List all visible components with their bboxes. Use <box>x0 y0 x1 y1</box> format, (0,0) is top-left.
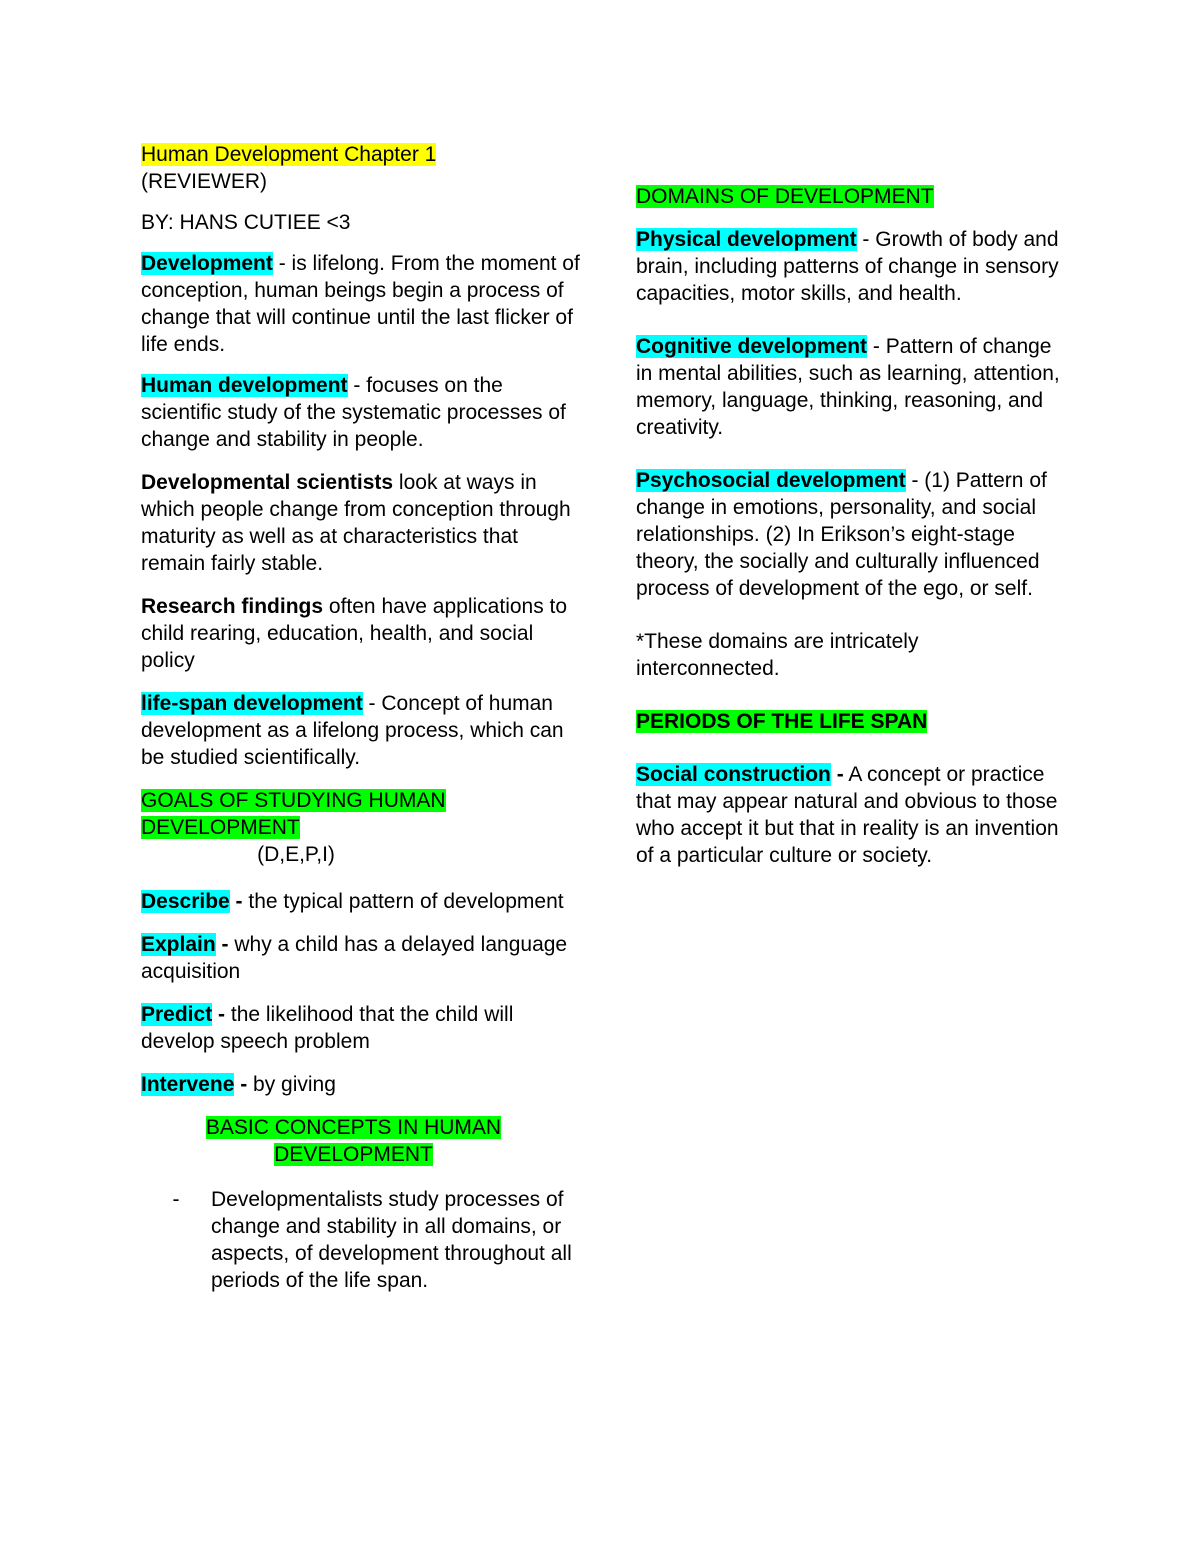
list-item <box>141 1186 581 1294</box>
list-item-text: Developmentalists study processes of change and stability in all domains, or aspects, of development throughout all periods of the life span. <box>211 1188 572 1292</box>
left-column <box>141 141 581 1294</box>
term-physical-development: Physical development <box>636 228 857 251</box>
basic-concepts-heading-line2: DEVELOPMENT <box>274 1143 433 1166</box>
definition-research-findings: Research findings often have applications to child rearing, education, health, and social policy <box>141 595 568 672</box>
document-subtitle: (REVIEWER) <box>141 170 267 193</box>
domains-note: *These domains are intricately interconnected. <box>636 630 919 680</box>
term-social-construction: Social construction <box>636 763 831 786</box>
term-psychosocial-development: Psychosocial development <box>636 469 906 492</box>
document-byline: BY: HANS CUTIEE <3 <box>141 211 351 234</box>
definition-human-development: Human development - focuses on the scientific study of the systematic processes of change and stability in people. <box>141 374 566 451</box>
definition-social-construction: Social construction - A concept or practice that may appear natural and obvious to those who accept it but that in reality is an invention of a particular culture or society. <box>636 763 1059 867</box>
goal-describe: Describe - the typical pattern of development <box>141 890 564 913</box>
term-human-development: Human development <box>141 374 348 397</box>
definition-cognitive-development: Cognitive development - Pattern of change in mental abilities, such as learning, attention, memory, language, thinking, reasoning, and creativity. <box>636 335 1060 439</box>
document-title: Human Development Chapter 1 <box>141 143 437 166</box>
definition-psychosocial-development: Psychosocial development - (1) Pattern of change in emotions, personality, and social relationships. (2) In Erikson’s eight-stage theory, the socially and culturally influenced process of development of the ego, or self. <box>636 469 1047 600</box>
domains-heading: DOMAINS OF DEVELOPMENT <box>636 185 934 208</box>
definition-lifespan-development: life-span development - Concept of human development as a lifelong process, which can be studied scientifically. <box>141 692 564 769</box>
periods-heading: PERIODS OF THE LIFE SPAN <box>636 710 928 733</box>
list-bullet: - <box>172 1188 180 1211</box>
term-lifespan-development: life-span development <box>141 692 363 715</box>
definition-development: Development - is lifelong. From the moment of conception, human beings begin a process of change that will continue until the last flicker of life ends. <box>141 252 580 356</box>
basic-concepts-heading-line1: BASIC CONCEPTS IN HUMAN <box>205 1116 502 1139</box>
definition-developmental-scientists: Developmental scientists look at ways in which people change from conception through maturity as well as at characteristics that remain fairly stable. <box>141 471 571 575</box>
definition-physical-development: Physical development - Growth of body and brain, including patterns of change in sensory capacities, motor skills, and health. <box>636 228 1059 305</box>
goal-predict: Predict - the likelihood that the child will develop speech problem <box>141 1003 514 1053</box>
goal-intervene: Intervene - by giving <box>141 1073 336 1096</box>
right-column <box>636 183 1066 869</box>
term-cognitive-development: Cognitive development <box>636 335 868 358</box>
term-development: Development <box>141 252 273 275</box>
goals-acronym: (D,E,P,I) <box>257 843 335 866</box>
goal-explain: Explain - why a child has a delayed language acquisition <box>141 933 568 983</box>
goals-heading: GOALS OF STUDYING HUMAN DEVELOPMENT <box>141 789 446 839</box>
